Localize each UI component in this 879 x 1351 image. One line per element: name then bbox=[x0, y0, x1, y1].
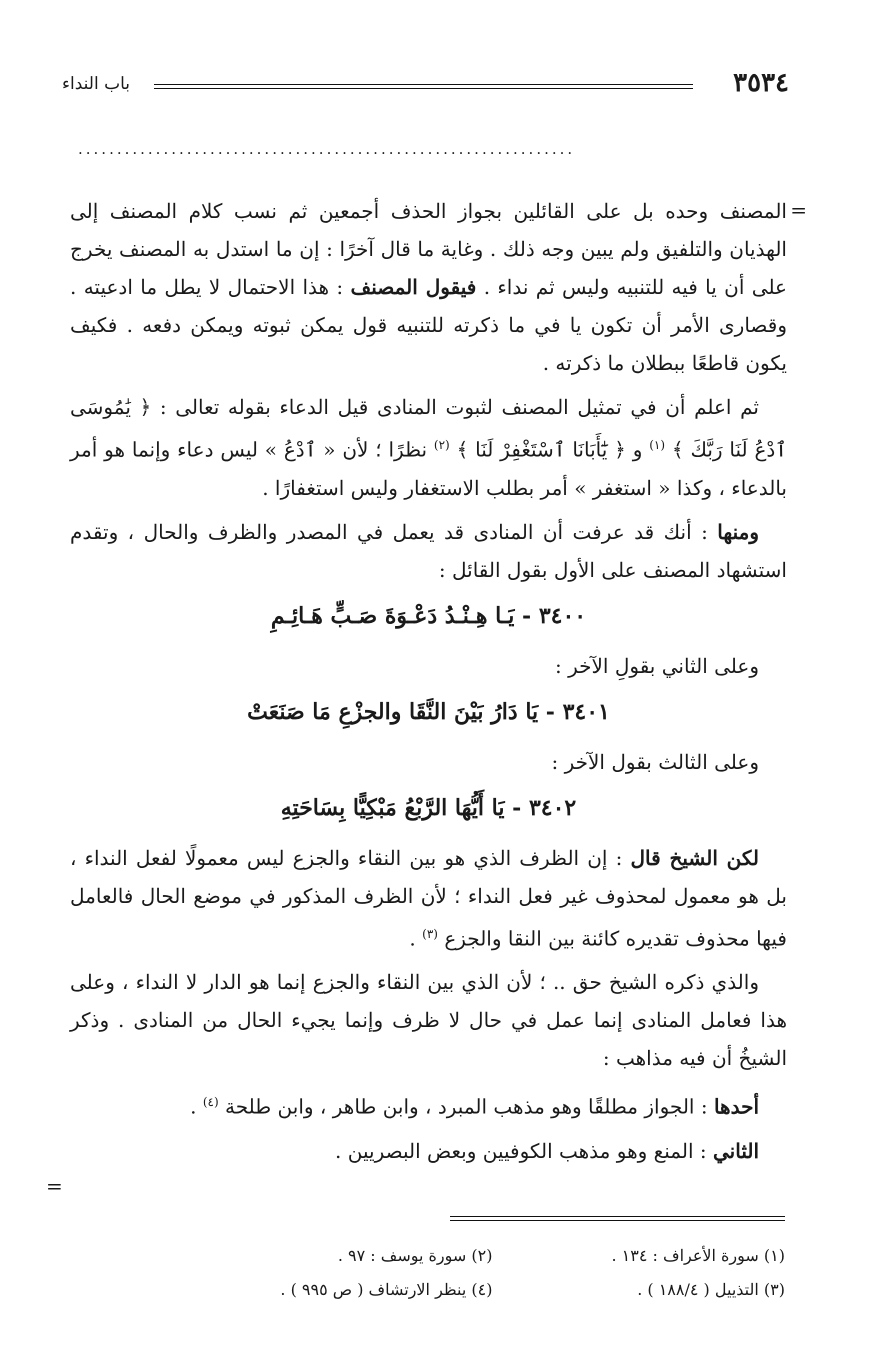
paragraph: الثاني : المنع وهو مذهب الكوفيين وبعض البصريين . bbox=[335, 1138, 759, 1163]
footnote: (٣) التذييل ( ١٨٨/٤ ) . bbox=[637, 1279, 785, 1299]
paragraph: المصنف وحده بل على القائلين بجواز الحذف أجمعين ثم نسب كلام المصنف إلى الهذيان والتلفيق ولم يبين وجه ذلك . وغاية ما قال آخرًا : إن ما استدل به المصنف يخرج على أن يا فيه للتنبيه وليس ثم نداء . فيقول المصنف : هذا الاحتمال لا يطل ما ادعيته . وقصارى الأمر أن تكون يا في ما ذكرته للتنبيه قول يمكن ثبوته ويمكن دفعه . فكيف يكون قاطعًا ببطلان ما ذكرته . bbox=[70, 199, 787, 375]
paragraph: أحدها : الجواز مطلقًا وهو مذهب المبرد ، وابن طاهر ، وابن طلحة $^{(٤)}$ . bbox=[190, 1094, 759, 1119]
footnote-ref[interactable]: (٢) bbox=[433, 438, 450, 452]
footnote: (١) سورة الأعراف : ١٣٤ . bbox=[611, 1245, 785, 1265]
paragraph: لكن الشيخ قال : إن الظرف الذي هو بين النقاء والجزع ليس معمولًا لفعل النداء ، بل هو معمول لمحذوف غير فعل النداء ؛ لأن الظرف المذكور في موضع الحال فالعامل فيها محذوف تقديره كائنة بين النقا والجزع $^{(٣)}$ . bbox=[70, 845, 787, 951]
footnote-ref[interactable]: (١) bbox=[649, 438, 666, 452]
paragraph: ثم اعلم أن في تمثيل المصنف لثبوت المنادى قيل الدعاء بقوله تعالى : ﴿ يَٰمُوسَى ٱدْعُ لَنَا رَبَّكَ ﴾ $^{(١)}$ و ﴿ يَٰٓأَبَانَا ٱسْتَغْفِرْ لَنَا ﴾ $^{(٢)}$ نظرًا ؛ لأن « ٱدْعُ » ليس دعاء وإنما هو أمر بالدعاء ، وكذا « استغفر » أمر بطلب الاستغفار وليس استغفارًا . bbox=[70, 395, 788, 500]
page-number: ٣٥٣٤ bbox=[733, 68, 789, 98]
paragraph: والذي ذكره الشيخ حق .. ؛ لأن الذي بين النقاء والجزع إنما هو الدار لا النداء ، وعلى هذا فعامل المنادى إنما عمل في حال لا ظرف وإنما يجيء الحال من المنادى . وذكر الشيخُ أن فيه مذاهب : bbox=[70, 970, 787, 1071]
paragraph: وعلى الثاني بقولِ الآخر : bbox=[555, 653, 759, 678]
paragraph: ومنها : أنك قد عرفت أن المنادى قد يعمل في المصدر والظرف والحال ، وتقدم استشهاد المصنف على الأول بقول القائل : bbox=[70, 519, 787, 582]
footnotes bbox=[200, 1238, 785, 1306]
footnote-ref[interactable]: (٣) bbox=[422, 926, 438, 941]
footnote-ref[interactable]: (٤) bbox=[202, 1095, 219, 1110]
poetry-verse: ٣٤٠٢ - يَا أَيُّهَا الرَّبْعُ مَبْكِيًّا بِسَاحَتِهِ bbox=[280, 794, 577, 821]
footnote: (٤) ينظر الارتشاف ( ص ٩٩٥ ) . bbox=[280, 1279, 493, 1299]
footnote-row bbox=[200, 1238, 785, 1272]
continuation-marker: = bbox=[790, 198, 807, 222]
poetry-verse: ٣٤٠٠ - يَـا هِـنْـدُ دَعْـوَةَ صَـبٍّ هَـائِـمِ bbox=[270, 602, 587, 629]
footnote-row bbox=[200, 1272, 785, 1306]
footnote-separator bbox=[450, 1216, 785, 1224]
poetry-verse: ٣٤٠١ - يَا دَارُ بَيْنَ النَّقَا والجزْعِ مَا صَنَعَتْ bbox=[247, 698, 610, 725]
header-rule bbox=[154, 84, 693, 85]
header-rule bbox=[154, 88, 693, 89]
dotted-separator: ................................................................ bbox=[78, 140, 576, 158]
page-header bbox=[62, 62, 789, 102]
footnote: (٢) سورة يوسف : ٩٧ . bbox=[337, 1245, 493, 1265]
paragraph: وعلى الثالث بقول الآخر : bbox=[551, 749, 759, 774]
body-text bbox=[70, 192, 787, 1176]
continuation-marker: = bbox=[46, 1174, 63, 1198]
chapter-title: باب النداء bbox=[62, 74, 130, 94]
